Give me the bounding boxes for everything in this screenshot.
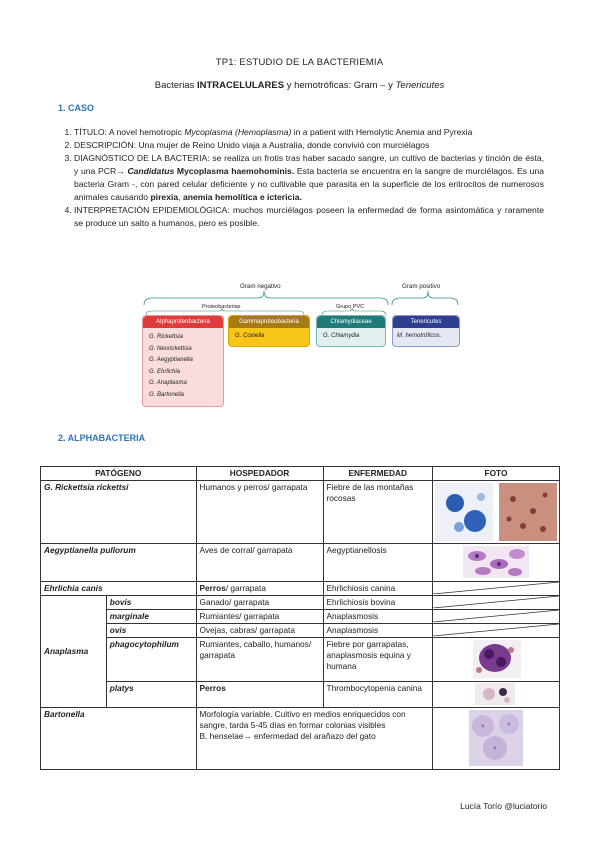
empty-cell-slash xyxy=(433,582,559,594)
phagocytophilum-micrograph-image xyxy=(433,638,559,680)
header-photo: FOTO xyxy=(432,467,559,481)
group-items: G. Coxiella xyxy=(235,333,265,339)
gammaproteobacteria-box xyxy=(228,315,310,347)
svg-text:×: × xyxy=(480,724,485,730)
empty-cell-slash xyxy=(433,610,559,622)
table-row: platys Perros Thrombocytopenia canina xyxy=(41,682,560,708)
aegyptianella-micrograph-image xyxy=(433,544,559,580)
group-header: Tenericutes xyxy=(393,316,459,328)
pvc-group-label: Grupo PVC xyxy=(336,304,365,310)
bartonella-micrograph-image xyxy=(433,708,559,768)
list-item: 4. INTERPRETACIÓN EPIDEMIOLÓGICA: muchos murciélagos poseen la enfermedad de forma asintomática y raramente se produce un salto a humanos, pero es posible. xyxy=(74,204,544,230)
header-host: HOSPEDADOR xyxy=(196,467,323,481)
classification-diagram xyxy=(140,283,470,408)
table-row: ovis Ovejas, cabras/ garrapata Anaplasmosis xyxy=(41,624,560,638)
group-header: Chlamydiaceae xyxy=(317,316,385,328)
table-header-row xyxy=(41,467,560,481)
author-footer: Lucía Torío @luciatorio xyxy=(460,801,547,811)
caso-list xyxy=(56,126,544,230)
alphaproteobacteria-box xyxy=(142,315,224,407)
proteobacteria-label: Proteobacterias xyxy=(202,304,241,310)
svg-text:×: × xyxy=(506,722,511,728)
chlamydiaceae-box xyxy=(316,315,386,347)
empty-cell-slash xyxy=(433,624,559,636)
table-row: G. Rickettsia rickettsi Humanos y perros/ garrapata Fiebre de las montañas rocosas xyxy=(41,481,560,544)
group-items: G. Chlamydia xyxy=(323,333,360,339)
platys-micrograph-image xyxy=(433,682,559,706)
gram-positive-label: Gram positivo xyxy=(402,283,441,290)
list-item: 3. DIAGNÓSTICO DE LA BACTERIA: se realiza un frotis tras haber sacado sangre, un cultivo de bacterias y tinción de ésta, y una PCR→ Candidatus Mycoplasma haemohominis. Esta bacteria se encuentra en la sangre de murciélagos. Es una bacteria Gram -, con pared celular deficiente y no cultivable que parasita en la superficie de los eritrocitos de numerosos animales causando pirexia, anemia hemolítica e ictericia. xyxy=(74,152,544,204)
rickettsia-photos xyxy=(432,481,559,544)
group-header: Gammaproteobacteria xyxy=(229,316,309,328)
table-row: Bartonella Morfología variable. Cultivo en medios enriquecidos con sangre, tarda 5-45 días en formar colonias visibles B. henselae→ enfermedad del arañazo del gato × × × xyxy=(41,708,560,770)
table-row: Aegyptianella pullorum Aves de corral/ garrapata Aegyptianellosis xyxy=(41,544,560,582)
list-item: 1. TÍTULO: A novel hemotropic Mycoplasma (Hemoplasma) in a patient with Hemolytic Anemia and Pyrexia xyxy=(74,126,544,139)
svg-text:×: × xyxy=(492,746,497,752)
header-pathogen: PATÓGENO xyxy=(41,467,197,481)
group-items: M. hemotróficos. xyxy=(397,333,442,339)
list-item: 2. DESCRIPCIÓN: Una mujer de Reino Unido viaja a Australia, donde convivió con murciélagos xyxy=(74,139,544,152)
empty-cell-slash xyxy=(433,596,559,608)
group-header: Alphaproteobacteria xyxy=(143,316,223,328)
tenericutes-box xyxy=(392,315,460,347)
table-row: Ehrlichia canis Perros/ garrapata Ehrlichiosis canina xyxy=(41,582,560,596)
section-heading-alphabacteria: 2. ALPHABACTERIA xyxy=(58,433,146,443)
table-row: marginale Rumiantes/ garrapata Anaplasmosis xyxy=(41,610,560,624)
group-items: G. Rickettsia G. Neorickettsia G. Aegyptianella G. Ehrlichia G. Anaplasma G. Bartonella xyxy=(149,334,193,398)
table-row: Anaplasma bovis Ganado/ garrapata Ehrlichiosis bovina xyxy=(41,596,560,610)
document-title: TP1: ESTUDIO DE LA BACTERIEMIA xyxy=(215,57,384,68)
rickettsia-micrograph-image xyxy=(433,481,559,543)
document-subtitle: Bacterias INTRACELULARES y hemotróficas: Gram – y Tenericutes xyxy=(154,80,445,91)
table-row: phagocytophilum Rumiantes, caballo, humanos/ garrapata Fiebre por garrapatas, anaplasmosis equina y humana xyxy=(41,638,560,682)
alphabacteria-table xyxy=(40,466,560,770)
section-heading-caso: 1. CASO xyxy=(58,103,95,113)
header-disease: ENFERMEDAD xyxy=(323,467,432,481)
gram-negative-label: Gram negativo xyxy=(240,283,281,290)
